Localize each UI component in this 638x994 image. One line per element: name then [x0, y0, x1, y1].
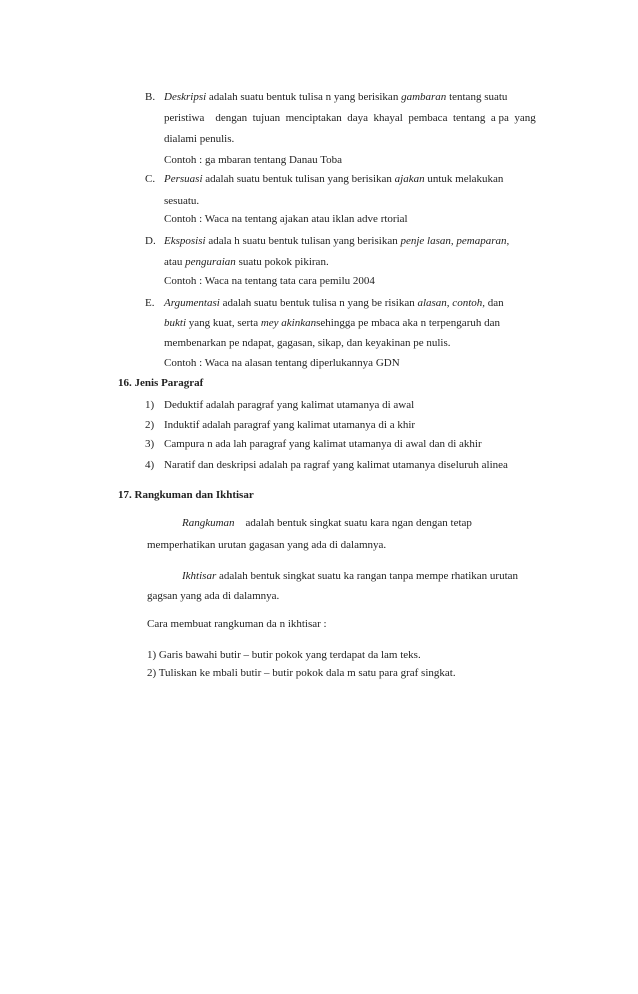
- argumentasi-line-3: membenarkan pe ndapat, gagasan, sikap, dan keyakinan pe nulis.: [164, 337, 451, 349]
- deskripsi-line-3: dialami penulis.: [164, 133, 235, 145]
- term-penguraian: penguraian: [185, 256, 236, 268]
- argumentasi-text-3: sehingga pe mbaca aka n terpengaruh dan: [316, 317, 500, 329]
- persuasi-example: Contoh : Waca na tentang ajakan atau iklan adve rtorial: [164, 213, 408, 225]
- list-number: 3): [145, 438, 155, 450]
- eksposisi-example: Contoh : Waca na tentang tata cara pemilu 2004: [164, 275, 375, 287]
- eksposisi-text: adala h suatu bentuk tulisan yang berisikan: [208, 235, 398, 247]
- argumentasi-text-2: yang kuat, serta: [188, 317, 259, 329]
- term-bukti: bukti: [164, 317, 186, 329]
- eksposisi-atau: atau: [164, 256, 183, 268]
- heading-rangkuman-ikhtisar: 17. Rangkuman dan Ikhtisar: [118, 489, 254, 501]
- ikhtisar-text: adalah bentuk singkat suatu ka rangan tanpa mempe rhatikan urutan: [218, 570, 519, 582]
- list-number: 2): [145, 419, 155, 431]
- term-ajakan: ajakan: [394, 173, 425, 185]
- ikhtisar-line-2: gagsan yang ada di dalamnya.: [147, 590, 280, 602]
- term-eksposisi: Eksposisi: [164, 235, 206, 247]
- item-label-d: D.: [145, 235, 156, 247]
- term-persuasi: Persuasi: [164, 173, 203, 185]
- deskripsi-text: adalah suatu bentuk tulisa n yang berisikan: [208, 91, 399, 103]
- term-rangkuman: Rangkuman: [182, 517, 235, 529]
- rangkuman-text: adalah bentuk singkat suatu kara ngan dengan tetap: [245, 517, 472, 529]
- persuasi-line-2: sesuatu.: [164, 195, 200, 207]
- item-label-b: B.: [145, 91, 156, 103]
- cara-membuat: Cara membuat rangkuman da n ikhtisar :: [147, 618, 327, 630]
- deskripsi-example: Contoh : ga mbaran tentang Danau Toba: [164, 154, 343, 166]
- argumentasi-dan: dan: [487, 297, 504, 309]
- term-argumentasi: Argumentasi: [164, 297, 220, 309]
- item-label-c: C.: [145, 173, 156, 185]
- deskripsi-line-1: [164, 90, 507, 104]
- eksposisi-text-end: suatu pokok pikiran.: [238, 256, 329, 268]
- eksposisi-line-2: [164, 255, 329, 269]
- rangkuman-line-1: [182, 516, 472, 530]
- list-item: Induktif adalah paragraf yang kalimat utamanya di a khir: [164, 419, 416, 431]
- argumentasi-example: Contoh : Waca na alasan tentang diperlukannya GDN: [164, 357, 400, 369]
- heading-jenis-paragraf: 16. Jenis Paragraf: [118, 377, 204, 389]
- term-ikhtisar: Ikhtisar: [182, 570, 217, 582]
- argumentasi-line-2: [164, 316, 500, 330]
- term-alasan-contoh: alasan, contoh,: [417, 297, 485, 309]
- term-penjelasan: penje lasan, pemaparan,: [400, 235, 510, 247]
- term-deskripsi: Deskripsi: [164, 91, 207, 103]
- list-item: Naratif dan deskripsi adalah pa ragraf yang kalimat utamanya diseluruh alinea: [164, 459, 508, 471]
- argumentasi-text: adalah suatu bentuk tulisa n yang be risikan: [222, 297, 415, 309]
- ikhtisar-line-1: [182, 569, 518, 583]
- deskripsi-line-2: peristiwa dengan tujuan menciptakan daya khayal pembaca tentang a pa yang: [164, 112, 536, 124]
- item-label-e: E.: [145, 297, 155, 309]
- step-item: 1) Garis bawahi butir – butir pokok yang terdapat da lam teks.: [147, 649, 421, 661]
- step-item: 2) Tuliskan ke mbali butir – butir pokok dala m satu para graf singkat.: [147, 667, 456, 679]
- persuasi-line-1: [164, 172, 503, 186]
- rangkuman-line-2: memperhatikan urutan gagasan yang ada di dalamnya.: [147, 539, 387, 551]
- argumentasi-line-1: [164, 296, 504, 310]
- list-number: 1): [145, 399, 155, 411]
- list-item: Deduktif adalah paragraf yang kalimat utamanya di awal: [164, 399, 415, 411]
- persuasi-text-end: untuk melakukan: [427, 173, 504, 185]
- list-item: Campura n ada lah paragraf yang kalimat utamanya di awal dan di akhir: [164, 438, 482, 450]
- deskripsi-text-end: tentang suatu: [449, 91, 508, 103]
- list-number: 4): [145, 459, 155, 471]
- term-gambaran: gambaran: [401, 91, 447, 103]
- persuasi-text: adalah suatu bentuk tulisan yang berisikan: [205, 173, 392, 185]
- eksposisi-line-1: [164, 234, 509, 248]
- term-meyakinkan: mey akinkan: [260, 317, 317, 329]
